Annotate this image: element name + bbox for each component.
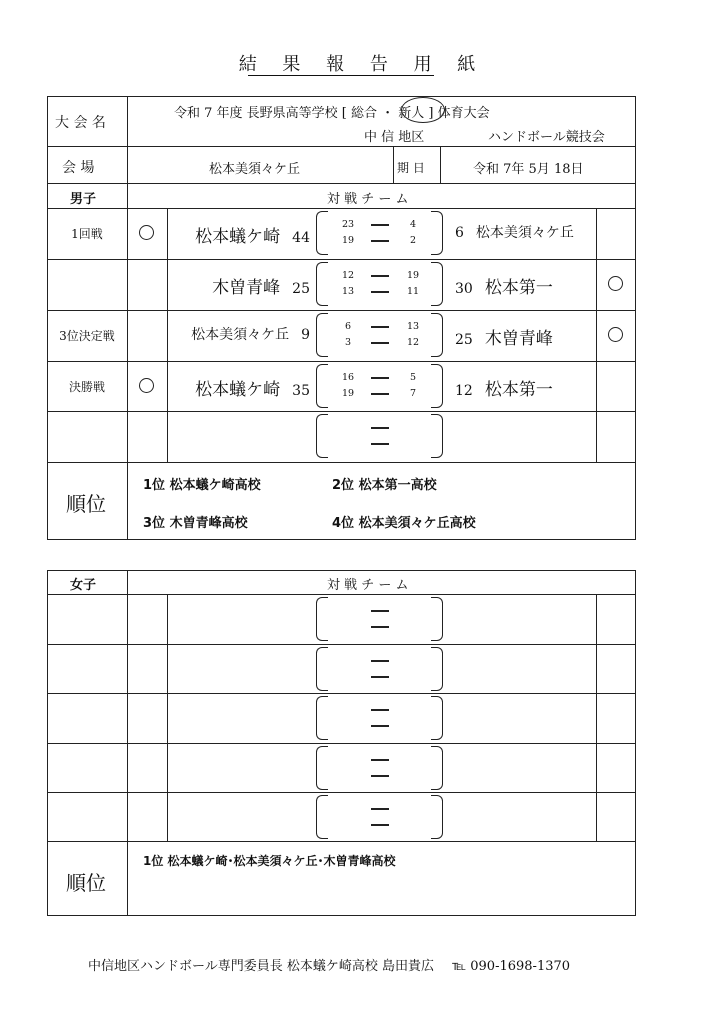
boys-row-empty-dash-1 (371, 427, 389, 429)
girls-rank-line: 1位 松本蟻ケ崎･松本美須々ケ丘･木曽青峰高校 (143, 854, 396, 868)
girls-row-2-dash-2 (371, 725, 389, 727)
half1-left: 6 (344, 321, 352, 332)
event-suffix: ・ 新人 ] 体育大会 (381, 106, 490, 121)
left-score: 35 (292, 383, 310, 399)
title-underline (248, 75, 434, 76)
boys-rank-4: 4位 松本美須々ケ丘高校 (332, 516, 476, 531)
boys-row-1-dash-2 (371, 291, 389, 293)
round-label: 決勝戦 (68, 380, 105, 394)
right-team (455, 324, 553, 349)
right-team-name: 松本第一 (484, 380, 553, 400)
girls-row-3-dash-1 (371, 759, 389, 761)
girls-label: 女子 (70, 578, 97, 593)
half1-right: 5 (409, 372, 417, 383)
left-team (172, 222, 310, 247)
left-team-name: 松本美須々ケ丘 (191, 327, 290, 343)
half1-right: 13 (406, 321, 420, 332)
half1-right: 19 (406, 270, 420, 281)
half2-left: 19 (341, 235, 355, 246)
boys-row-1-bracket-right-icon (431, 262, 443, 306)
girls-row-2-bracket-right-icon (431, 696, 443, 740)
footer-tel: 090-1698-1370 (470, 959, 571, 974)
left-team (172, 324, 310, 344)
left-team-name: 松本蟻ケ崎 (195, 380, 281, 400)
round-label: 3位決定戦 (59, 329, 115, 343)
girls-row-0-bracket-left-icon (316, 597, 328, 641)
girls-row-4-dash-2 (371, 824, 389, 826)
girls-row-3-dash-2 (371, 775, 389, 777)
boys-row-empty-bracket-left-icon (316, 414, 328, 458)
boys-row-0-dash-1 (371, 224, 389, 226)
boys-row-1-dash-1 (371, 275, 389, 277)
right-team-name: 松本美須々ケ丘 (475, 225, 574, 241)
left-score: 9 (301, 327, 310, 343)
boys-row-0-bracket-left-icon (316, 211, 328, 255)
boys-row-0-dash-2 (371, 240, 389, 242)
date-value: 令和 7年 5月 18日 (473, 162, 584, 177)
event-label: 大 会 名 (55, 115, 106, 131)
half2-right: 11 (406, 286, 420, 297)
girls-row-4-dash-1 (371, 808, 389, 810)
boys-row-2-bracket-right-icon (431, 313, 443, 357)
boys-rank-1: 1位 松本蟻ケ崎高校 (143, 478, 261, 493)
event-region: 中 信 地区 (364, 130, 425, 145)
half1-left: 23 (341, 219, 355, 230)
girls-row-0-dash-1 (371, 610, 389, 612)
phone-icon: ℡ (452, 959, 467, 974)
half2-left: 13 (341, 286, 355, 297)
left-score: 25 (292, 281, 310, 297)
boys-rank-2: 2位 松本第一高校 (332, 478, 437, 493)
half2-left: 19 (341, 388, 355, 399)
right-score: 6 (455, 225, 464, 241)
event-prefix: 令和 7 年度 長野県高等学校 [ (174, 106, 347, 121)
boys-ranking-label: 順位 (66, 492, 106, 516)
boys-row-3-dash-2 (371, 393, 389, 395)
page-title: 結 果 報 告 用 紙 (238, 54, 486, 75)
left-team-name: 松本蟻ケ崎 (195, 227, 281, 247)
boys-row-3-dash-1 (371, 377, 389, 379)
event-name: ハンドボール競技会 (488, 130, 605, 145)
girls-row-0-bracket-right-icon (431, 597, 443, 641)
boys-row-empty-bracket-right-icon (431, 414, 443, 458)
girls-row-1-dash-2 (371, 676, 389, 678)
right-team (455, 273, 553, 298)
round-label: 1回戦 (71, 227, 103, 241)
boys-rank-3: 3位 木曽青峰高校 (143, 516, 248, 531)
right-score: 30 (455, 281, 473, 297)
boys-label: 男子 (70, 192, 97, 207)
half1-left: 16 (341, 372, 355, 383)
boys-row-2-dash-1 (371, 326, 389, 328)
winner-circle-icon (139, 378, 154, 393)
footer (88, 955, 570, 974)
winner-circle-icon (139, 225, 154, 240)
half2-right: 2 (409, 235, 417, 246)
left-score: 44 (292, 230, 310, 246)
right-team (455, 222, 574, 242)
girls-row-1-bracket-left-icon (316, 647, 328, 691)
girls-row-2-bracket-left-icon (316, 696, 328, 740)
footer-text: 中信地区ハンドボール専門委員長 松本蟻ケ崎高校 島田貴広 (88, 959, 435, 974)
right-score: 25 (455, 332, 473, 348)
girls-ranking-label: 順位 (66, 871, 106, 895)
half2-right: 7 (409, 388, 417, 399)
boys-row-2-dash-2 (371, 342, 389, 344)
half1-left: 12 (341, 270, 355, 281)
girls-row-0-dash-2 (371, 626, 389, 628)
winner-circle-icon (608, 327, 623, 342)
girls-row-1-dash-1 (371, 660, 389, 662)
girls-teams-header: 対 戦 チ ー ム (327, 578, 409, 593)
boys-row-1-bracket-left-icon (316, 262, 328, 306)
boys-row-0-bracket-right-icon (431, 211, 443, 255)
half2-right: 12 (406, 337, 420, 348)
event-sokai: 総合 (351, 106, 378, 121)
half1-right: 4 (409, 219, 417, 230)
girls-row-3-bracket-left-icon (316, 746, 328, 790)
girls-row-4-bracket-left-icon (316, 795, 328, 839)
right-team (455, 375, 553, 400)
winner-circle-icon (608, 276, 623, 291)
right-team-name: 松本第一 (484, 278, 553, 298)
boys-row-empty-dash-2 (371, 443, 389, 445)
boys-row-3-bracket-right-icon (431, 364, 443, 408)
girls-row-3-bracket-right-icon (431, 746, 443, 790)
left-team (172, 273, 310, 298)
boys-teams-header: 対 戦 チ ー ム (327, 192, 409, 207)
right-team-name: 木曽青峰 (484, 329, 553, 349)
girls-row-4-bracket-right-icon (431, 795, 443, 839)
girls-row-1-bracket-right-icon (431, 647, 443, 691)
left-team (172, 375, 310, 400)
left-team-name: 木曽青峰 (212, 278, 281, 298)
half2-left: 3 (344, 337, 352, 348)
venue-label: 会 場 (62, 160, 95, 176)
selected-category-circle-icon (401, 97, 445, 123)
date-label: 期 日 (397, 161, 425, 175)
right-score: 12 (455, 383, 473, 399)
venue-value: 松本美須々ケ丘 (209, 162, 301, 177)
boys-row-2-bracket-left-icon (316, 313, 328, 357)
boys-row-3-bracket-left-icon (316, 364, 328, 408)
girls-row-2-dash-1 (371, 709, 389, 711)
